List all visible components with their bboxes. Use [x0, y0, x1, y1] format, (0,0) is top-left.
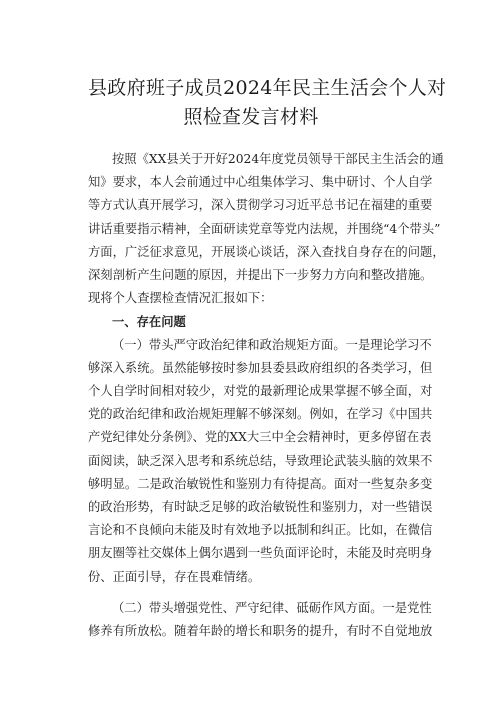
text-line: 朋友圈等社交媒体上偶尔遇到一些负面评论时，未能及时亮明身	[88, 546, 433, 561]
text-line: （一）带头严守政治纪律和政治规矩方面。一是理论学习不	[112, 337, 432, 352]
text-line: 够深入系统。虽然能够按时参加县委县政府组织的各类学习，但	[88, 360, 433, 375]
text-line: 知》要求，本人会前通过中心组集体学习、集中研讨、个人自学	[88, 175, 433, 190]
text-line: 个人自学时间相对较少，对党的最新理论成果掌握不够全面，对	[88, 384, 433, 399]
text-line: 份、正面引导，存在畏难情绪。	[88, 569, 261, 584]
text-line: 深刻剖析产生问题的原因，并提出下一步努力方向和整改措施。	[88, 268, 433, 283]
text-line: 等方式认真开展学习，深入贯彻学习习近平总书记在福建的重要	[88, 198, 433, 213]
text-line: 现将个人查摆检查情况汇报如下：	[88, 291, 273, 306]
paragraph-spacer	[88, 589, 414, 597]
paragraph-political-discipline	[88, 334, 433, 589]
title-line: 照检查发言材料	[183, 106, 319, 128]
text-line: 的政治形势，有时缺乏足够的政治敏锐性和鉴别力，对一些错误	[88, 500, 433, 515]
text-line: 党的政治纪律和政治规矩理解不够深刻。例如，在学习《中国共	[88, 407, 433, 422]
text-line: 面阅读，缺乏深入思考和系统总结，导致理论武装头脑的效果不	[88, 453, 433, 468]
text-line: 产党纪律处分条例》、党的XX大三中全会精神时，更多停留在表	[88, 430, 432, 445]
text-line: 言论和不良倾向未能及时有效地予以抵制和纠正。比如，在微信	[88, 523, 433, 538]
text-line: 按照《XX县关于开好2024年度党员领导干部民主生活会的通	[112, 152, 444, 166]
section-heading: 一、存在问题	[112, 314, 186, 330]
title-line: 县政府班子成员2024年民主生活会个人对	[88, 77, 447, 99]
paragraph-party-spirit	[88, 597, 433, 643]
document-title	[88, 74, 447, 132]
text-line: 够明显。二是政治敏锐性和鉴别力有待提高。面对一些复杂多变	[88, 476, 433, 491]
text-line: 修养有所放松。随着年龄的增长和职务的提升，有时不自觉地放	[88, 624, 433, 639]
text-line: 方面，广泛征求意见，开展谈心谈话，深入查找自身存在的问题，	[88, 244, 445, 259]
text-line: 讲话重要指示精神，全面研读党章等党内法规，并围绕“4个带头”	[88, 221, 441, 236]
intro-paragraph	[88, 148, 445, 310]
text-line: （二）带头增强党性、严守纪律、砥砺作风方面。一是党性	[112, 600, 432, 615]
